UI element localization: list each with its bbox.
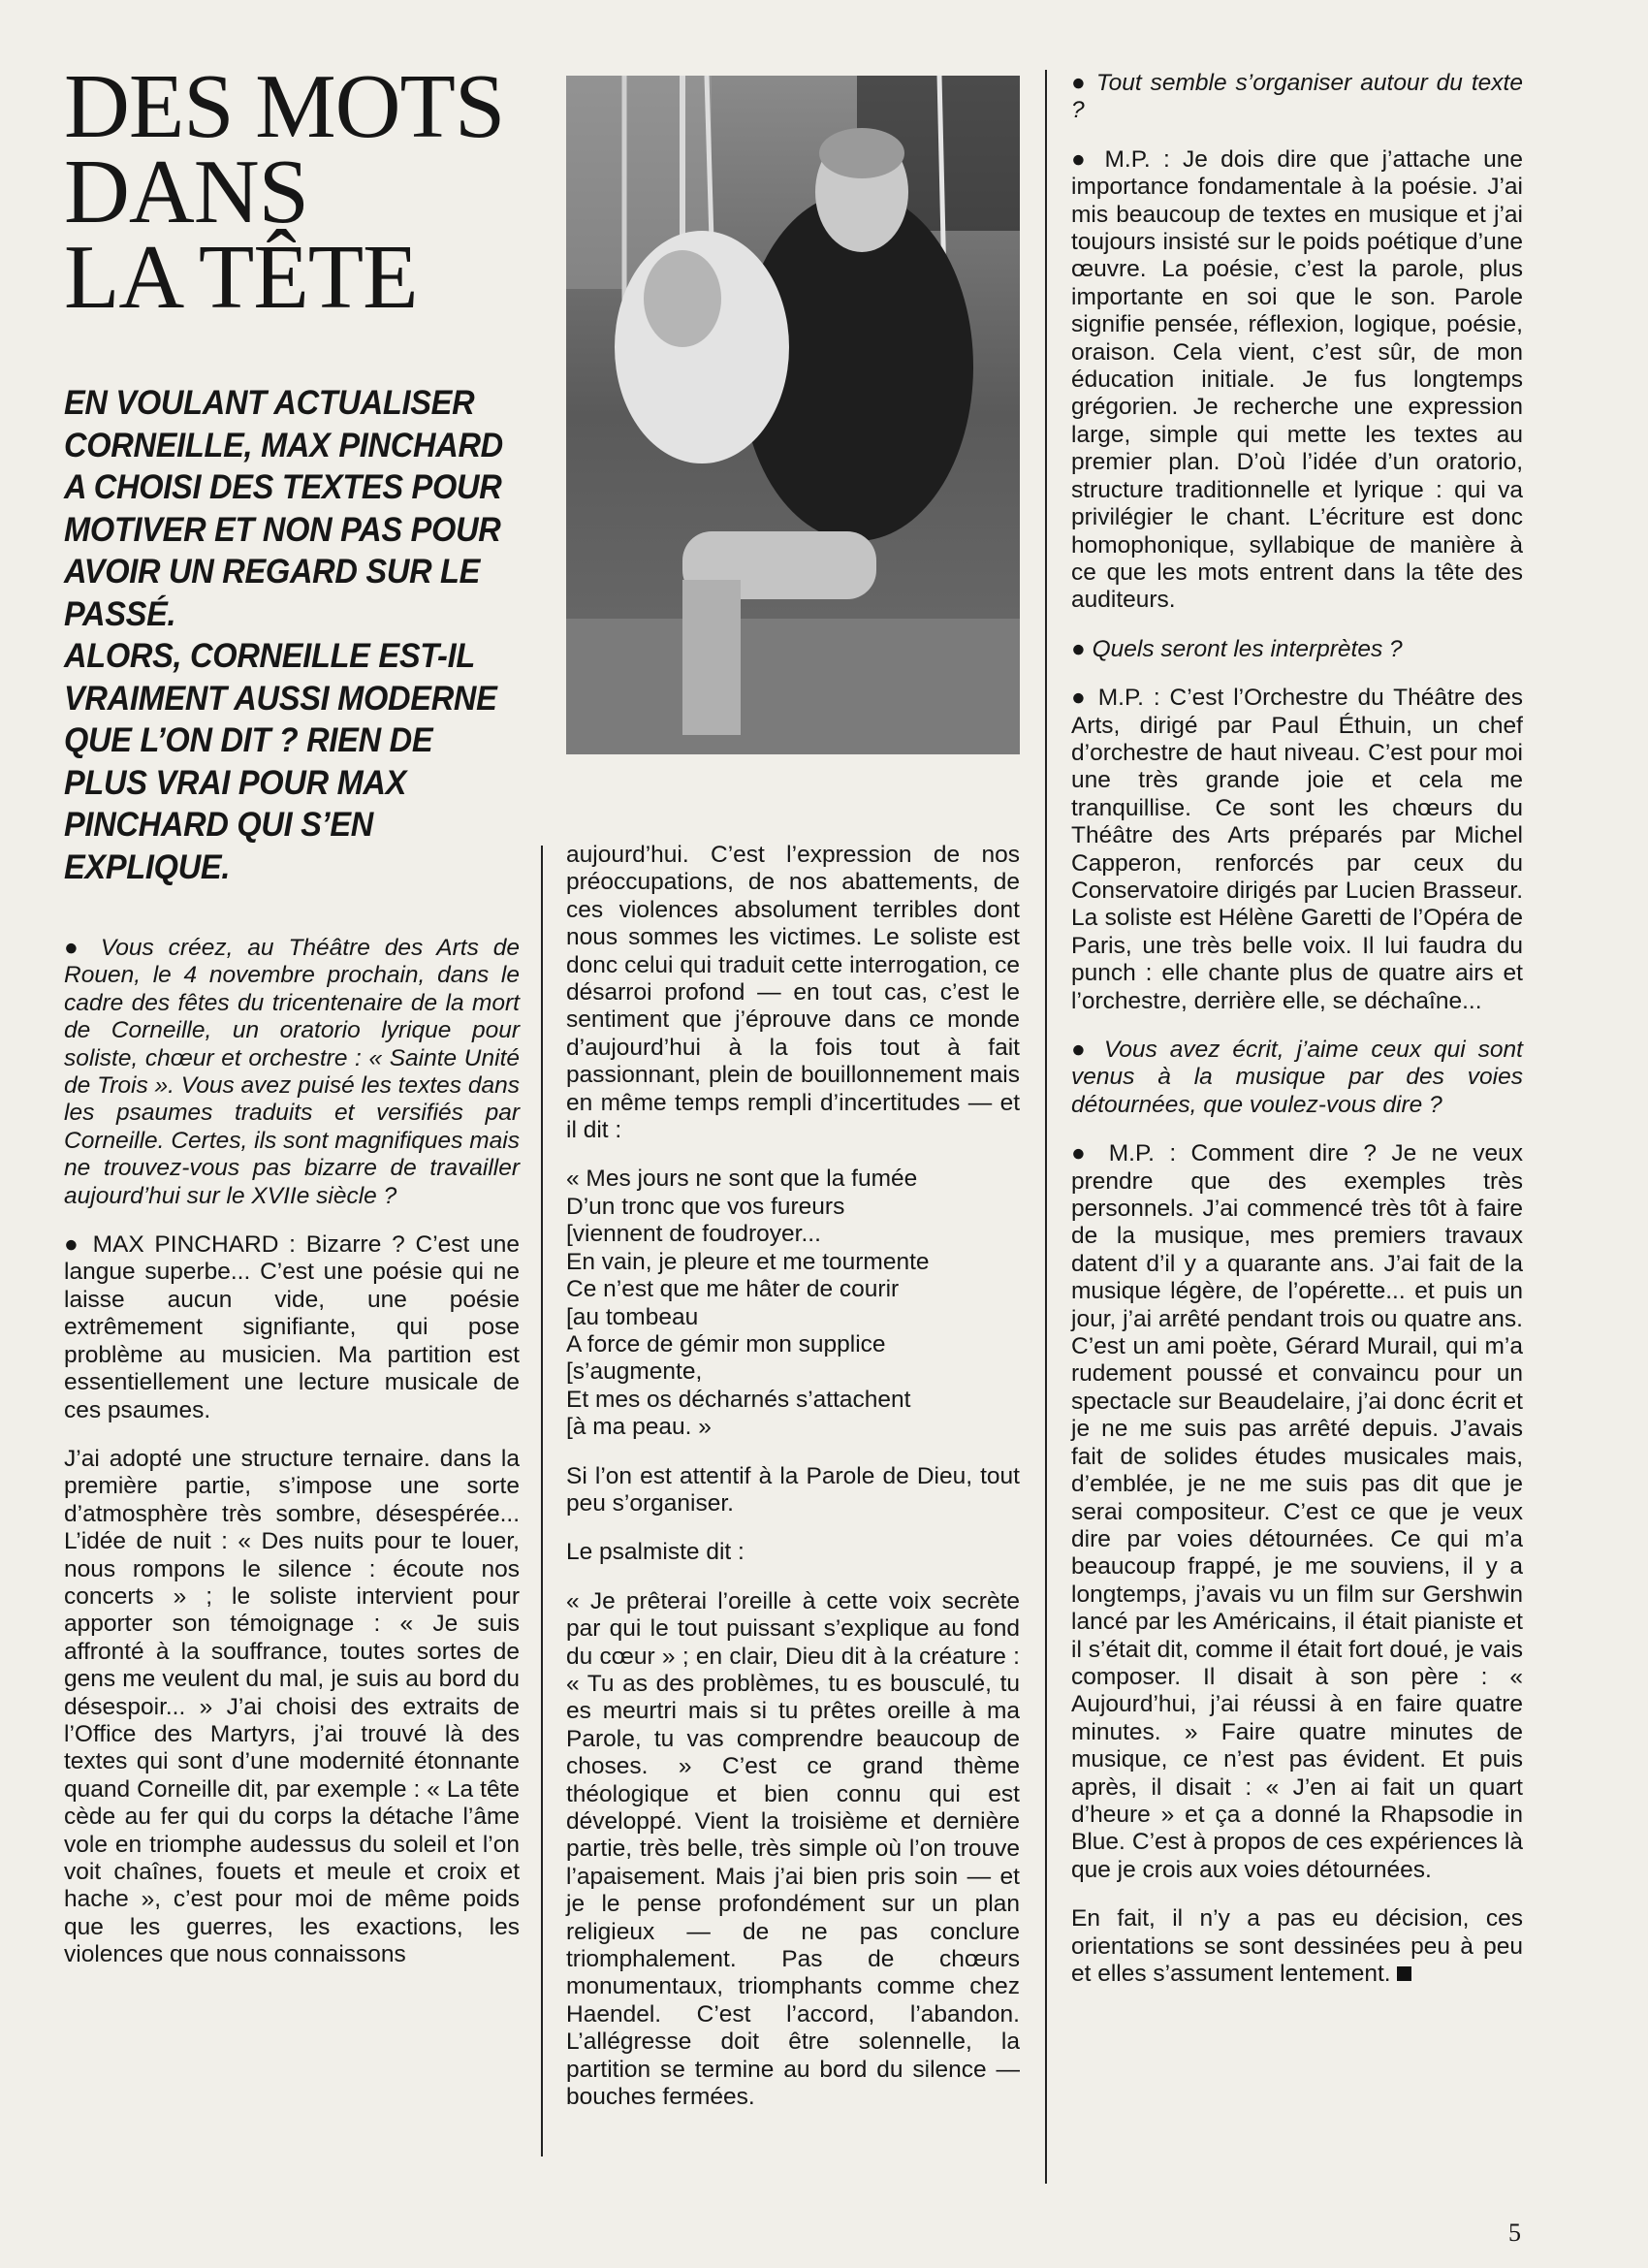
quote-line: [s’augmente, [566,1358,703,1386]
quote-line: Ce n’est que me hâter de courir [566,1276,900,1303]
answer-3-text: M.P. : C’est l’Orchestre du Théâtre des Arts, dirigé par Paul Éthuin, un chef d’orchestre de haut niveau. C’est pour moi une très grande joie et cela me tranquillise. Ce sont les chœurs du Théâtre des Arts préparés par Michel Capperon, renforcés par ceux du Conservatoire dirigés par Lucien Brasseur. La soliste est Hélène Garetti de l’Opéra de Paris, une très belle voix. Il lui faudra du punch : elle chante plus de quatre airs et l’orchestre, derrière elle, se déchaîne... [1071,685,1523,1014]
question-3-text: Quels seront les interprètes ? [1092,635,1403,662]
column-divider-left [541,846,543,2156]
column-middle [566,842,1020,2132]
question-1-text: Vous créez, au Théâtre des Arts de Rouen, le 4 novembre prochain, dans le cadre des fêtes du tricentenaire de la mort de Corneille, un oratorio lyrique pour soliste, chœur et orchestre : « Sainte Unité de Trois ». Vous avez puisé les textes dans les psaumes traduits et versifiés par Corneille. Certes, ils sont magnifiques mais ne trouvez-vous pas bizarre de travailler aujourd’hui sur le XVIIe siècle ? [64,935,521,1209]
question-1 [64,935,520,1210]
bullet-icon: ● [1071,70,1088,96]
question-3 [1071,636,1523,663]
answer-1 [64,1231,520,1424]
answer-1-text: MAX PINCHARD : Bizarre ? C’est une langue superbe... C’est une poésie qui ne laisse aucun vide, une poésie extrêmement signifiante, qui pose problème au musicien. Ma partition est essentiellement une lecture musicale de ces psaumes. [64,1231,520,1423]
answer-2 [1071,146,1523,615]
photo-man-with-dog-on-swing [566,76,1020,754]
column-right [1071,70,1523,2009]
column-left [64,56,521,1991]
paragraph-conclusion [1071,1905,1523,1988]
bullet-icon: ● [1071,635,1086,662]
bullet-icon: ● [64,935,86,961]
quote-line: [viennent de foudroyer... [566,1221,821,1248]
paragraph-psalmist: Le psalmiste dit : [566,1539,745,1566]
answer-2-text: M.P. : Je dois dire que j’attache une importance fondamentale à la poésie. J’ai mis beaucoup de textes en musique et j’ai toujours insisté sur le poids poétique d’une œuvre. La poésie, c’est la parole, plus importante en soi que le son. Parole signifie pensée, réflexion, logique, poésie, oraison. Cela vient, c’est sûr, de mon éducation initiale. Je fus longtemps grégorien. Je recherche une expression large, simple qui mette les textes au premier plan. D’où l’idée d’un oratorio, structure traditionnelle et lyrique : qui va privilégier le chant. L’écriture est donc homophonique, syllabique de manière à ce que les mots entrent dans la tête des auditeurs. [1071,145,1523,614]
question-4 [1071,1037,1523,1119]
paragraph-parole: Si l’on est attentif à la Parole de Dieu, tout peu s’organiser. [566,1462,1020,1517]
quote-line: « Mes jours ne sont que la fumée [566,1166,918,1193]
bullet-icon: ● [1071,1037,1092,1063]
answer-4 [1071,1140,1523,1884]
question-2-text: Tout semble s’organiser autour du texte ? [1071,70,1523,124]
paragraph-psalm-text: « Je prêterai l’oreille à cette voix secrète par qui le tout puissant s’explique au fond du cœur » ; en clair, Dieu dit à la créature : « Tu as des problèmes, tu es bousculé, tu es meurtri mais si tu prêtes oreille à ma Parole, tu vas comprendre beaucoup de choses. » C’est ce grand thème théologique et bien connu qui est développé. Vient la troisième et dernière partie, très belle, très simple où l’on trouve l’apaisement. Mais j’ai bien pris soin — et je le pense profondément sur un plan religieux — de ne pas conclure triomphalement. Pas de chœurs monumentaux, triomphants comme chez Haendel. C’est l’accord, l’abandon. L’allégresse doit être solennelle, la partition se termine au bord du silence — bouches fermées. [566,1587,1020,2111]
quote-line: [au tombeau [566,1303,699,1330]
lead-paragraph-2: ALORS, CORNEILLE EST-IL VRAIMENT AUSSI MODERNE QUE L’ON DIT ? RIEN DE PLUS VRAI POUR MAX PINCHARD QUI S’EN EXPLIQUE. [64,637,497,886]
psalm-quote [566,1166,1020,1441]
column-divider-right [1045,70,1047,2184]
end-mark-icon [1397,1966,1411,1981]
page-number: 5 [1508,2219,1521,2247]
answer-4-text: M.P. : Comment dire ? Je ne veux prendre que des exemples très personnels. J’ai commencé très tôt à faire de la musique, mes premiers travaux datent d’il y a quarante ans. J’ai fait de la musique légère, de l’opérette... et puis un jour, j’ai arrêté pendant trois ou quatre ans. C’est un ami poète, Gérard Murail, qui m’a rudement poussé et convaincu pour un spectacle sur Beaudelaire, j’ai donc écrit et je ne me suis pas arrêté depuis. J’avais fait de solides études musicales mais, d’emblée, je ne me suis pas dit que je serai compositeur. C’est ce que je veux dire par voies détournées. Ce qui m’a beaucoup frappé, je me souviens, il y a longtemps, j’avais vu un film sur Gershwin lancé par les Américains, il était pianiste et il s’était dit, comme il était fort doué, je vais composer. Il disait à son père : « Aujourd’hui, j’ai réussi à en faire quatre minutes. » Faire quatre minutes de musique, ce n’est pas évident. Et puis après, il disait : « J’en ai fait un quart d’heure » et ça a donné la Rhapsodie in Blue. C’est à propos de ces expériences là que je crois aux voies détournées. [1071,1140,1523,1883]
bullet-icon: ● [64,1231,82,1259]
bullet-icon: ● [1071,1140,1094,1167]
quote-line: A force de gémir mon supplice [566,1330,886,1358]
answer-3 [1071,685,1523,1015]
article-lead [64,382,520,888]
paragraph-structure: J’ai adopté une structure ternaire. dans la première partie, s’impose une sorte d’atmosphère très sombre, désespérée... L’idée de nuit : « Des nuits pour te louer, nous rompons le silence : écoute nos concerts » ; le soliste intervient pour apporter son témoignage : « Je suis affronté à la souffrance, toutes sortes de gens me veulent du mal, je suis au bord du désespoir... » J’ai choisi des extraits de l’Office des Martyrs, j’ai trouvé là des textes qui sont d’une modernité étonnante quand Corneille dit, par exemple : « La tête cède au fer qui du corps la détache l’âme vole en triomphe audessus du soleil et l’on voit chaînes, fouets et meule et croix et hache », c’est pour moi de même poids que les guerres, les exactions, les violences que nous connaissons [64,1445,520,1968]
title-line-2: DANS [64,142,308,242]
title-line-3: LA TÊTE [64,227,418,328]
quote-line: [à ma peau. » [566,1414,712,1441]
lead-paragraph-1: EN VOULANT ACTUALISER CORNEILLE, MAX PINCHARD A CHOISI DES TEXTES POUR MOTIVER ET NON PAS POUR AVOIR UN REGARD SUR LE PASSÉ. [64,384,503,633]
bullet-icon: ● [1071,145,1093,173]
title-line-1: DES MOTS [64,56,505,157]
quote-line: En vain, je pleure et me tourmente [566,1248,930,1275]
bullet-icon: ● [1071,685,1089,712]
question-4-text: Vous avez écrit, j’aime ceux qui sont venus à la musique par des voies détournées, que voulez-vous dire ? [1071,1037,1523,1118]
portrait-photo [566,76,1020,754]
quote-line: D’un tronc que vos fureurs [566,1193,845,1220]
paragraph-continuation: aujourd’hui. C’est l’expression de nos préoccupations, de nos abattements, de ces violences absolument terribles dont nous sommes les victimes. Le soliste est donc celui qui traduit cette interrogation, ce désarroi profond — en tout cas, c’est le sentiment que j’éprouve dans ce monde d’aujourd’hui à la fois tout à fait passionnant, plein de bouillonnement mais en même temps rempli d’incertitudes — et il dit : [566,842,1020,1144]
quote-line: Et mes os décharnés s’attachent [566,1386,911,1413]
question-2 [1071,70,1523,125]
article-title [64,56,520,328]
conclusion-text: En fait, il n’y a pas eu décision, ces orientations se sont dessinées peu à peu et elles s’assument lentement. [1071,1905,1523,1987]
